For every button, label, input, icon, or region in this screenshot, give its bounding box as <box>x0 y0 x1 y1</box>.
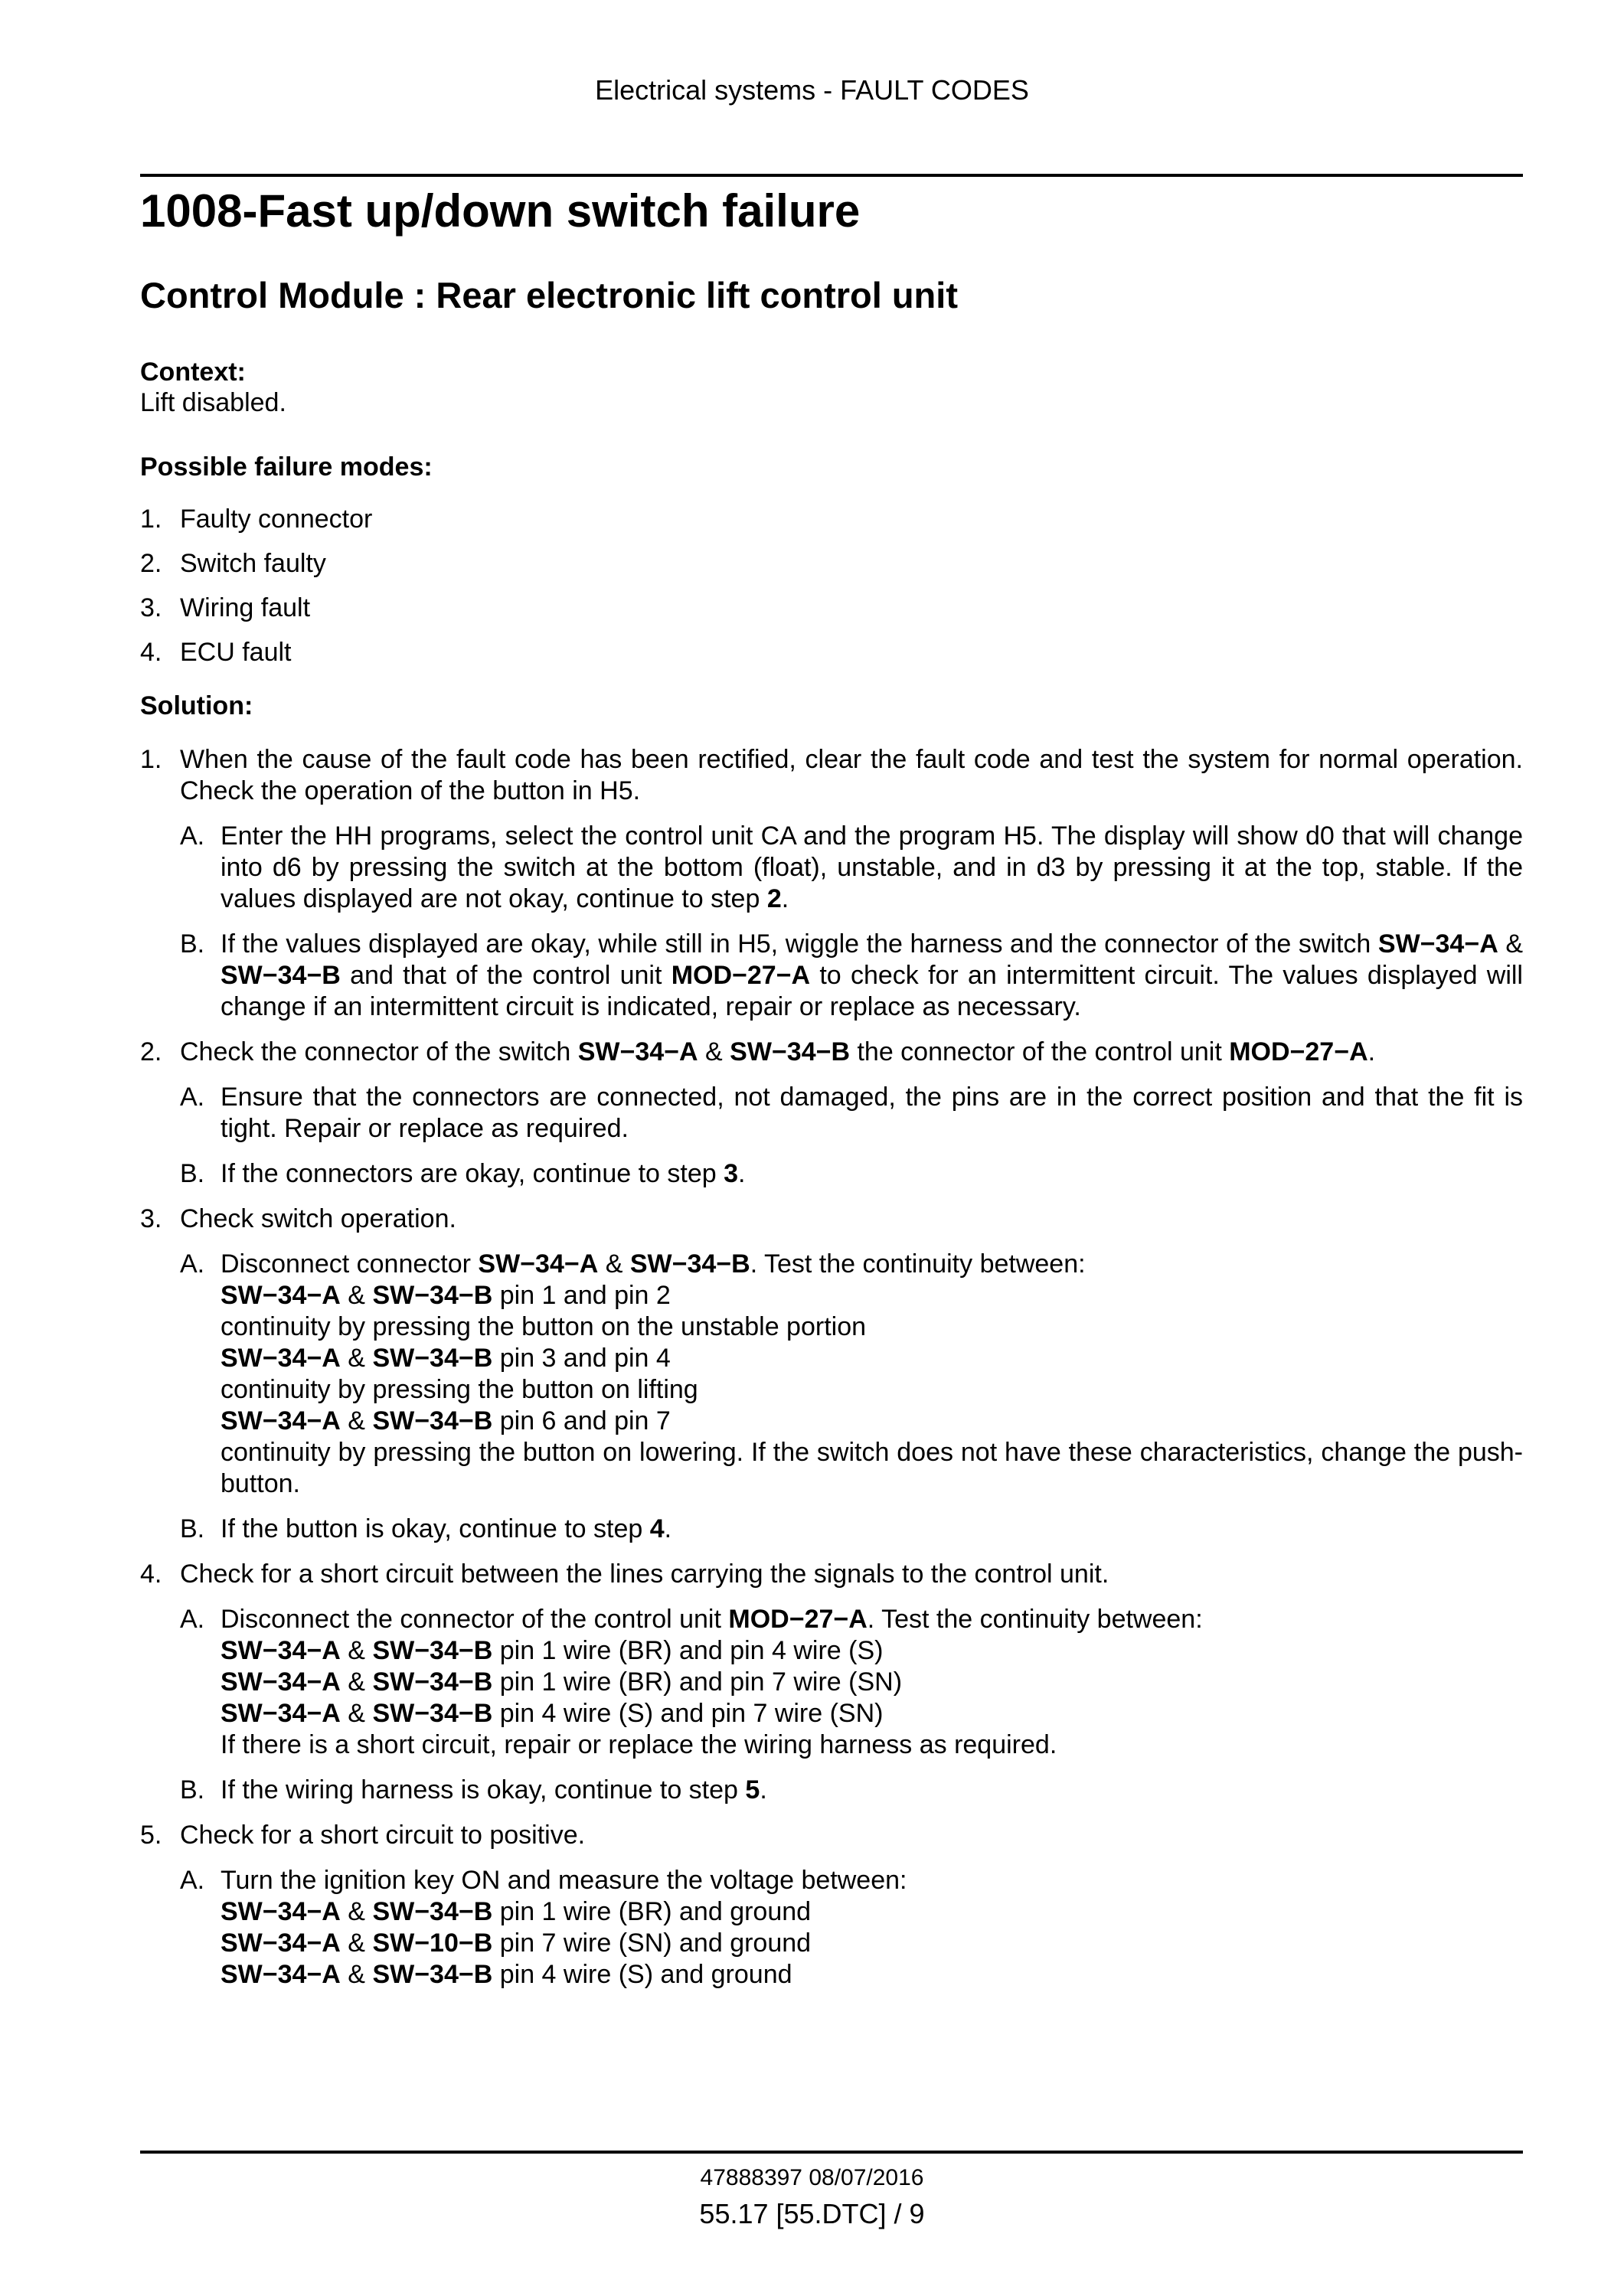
header-rule <box>140 174 1523 177</box>
control-module-heading: Control Module : Rear electronic lift control unit <box>140 275 958 315</box>
solution-step-1: 1. When the cause of the fault code has been rectified, clear the fault code and test the system for normal operation. Check the operation of the button in H5. A. Enter the HH programs, select the control unit CA and the program H5. The display will show d0 that will change into d6 by pressing the switch at the bottom (float), unstable, and in d3 by pressing it at the top, stable. If the values displayed are not okay, continue to step 2. B. If the values displayed are okay, while still in H5, wiggle the harness and the connector of the switch SW−34−A & SW−34−B and that of the control unit MOD−27−A to check for an intermittent circuit. The values displayed will change if an intermittent circuit is indicated, repair or replace as necessary. <box>140 745 1524 1021</box>
running-header: Electrical systems - FAULT CODES <box>595 74 1029 106</box>
solution-step-4: 4. Check for a short circuit between the lines carrying the signals to the control unit. A. Disconnect the connector of the control unit MOD−27−A. Test the continuity between: SW−34−A & SW−34−B pin 1 wire (BR) and pin 4 wire (S) SW−34−A & SW−34−B pin 1 wire (BR) and pin 7 wire (SN) SW−34−A & SW−34−B pin 4 wire (S) and pin 7 wire (SN) If there is a short circuit, repair or replace the wiring harness as required. B. If the wiring harness is okay, continue to step 5. <box>140 1559 1523 1806</box>
sub-step-a: A. Disconnect connector SW−34−A & SW−34−B. Test the continuity between: SW−34−A & SW−34−B pin 1 and pin 2 continuity by pressing the button on the unstable portion SW−34−A & SW−34−B pin 3 and pin 4 continuity by pressing the button on lifting SW−34−A & SW−34−B pin 6 and pin 7 continuity by pressing the button on lowering. If the switch does not have these characteristics, change the push-button. <box>180 1249 1523 1498</box>
step-text: Check switch operation. <box>180 1204 456 1233</box>
sub-step-b: B. If the button is okay, continue to step 4. <box>180 1514 672 1543</box>
failure-modes-list <box>140 504 1523 668</box>
footer-rule <box>140 2151 1523 2154</box>
step-text: When the cause of the fault code has been rectified, clear the fault code and test the system for normal operation. Check the operation of the button in H5. <box>180 745 1523 805</box>
list-item: 4. ECU fault <box>140 638 292 667</box>
sub-step-a: A. Ensure that the connectors are connected, not damaged, the pins are in the correct position and that the fit is tight. Repair or replace as required. <box>180 1083 1523 1143</box>
page-title: 1008-Fast up/down switch failure <box>140 185 861 237</box>
footer-page-ref: 55.17 [55.DTC] / 9 <box>699 2198 925 2229</box>
solution-step-2: 2. Check the connector of the switch SW−34−A & SW−34−B the connector of the control unit MOD−27−A. A. Ensure that the connectors are connected, not damaged, the pins are in the correct position and that the fit is tight. Repair or replace as required. B. If the connectors are okay, continue to step 3. <box>140 1037 1523 1188</box>
footer-doc-number: 47888397 08/07/2016 <box>700 2165 924 2190</box>
solution-step-3: 3. Check switch operation. A. Disconnect connector SW−34−A & SW−34−B. Test the continuity between: SW−34−A & SW−34−B pin 1 and pin 2 continuity by pressing the button on the unstable portion SW−34−A & SW−34−B pin 3 and pin 4 continuity by pressing the button on lifting SW−34−A & SW−34−B pin 6 and pin 7 continuity by pressing the button on lowering. If the switch does not have these characteristics, change the push-button. B. If the button is okay, continue to step 4. <box>140 1204 1523 1543</box>
list-item: 1. Faulty connector <box>140 505 373 534</box>
context-section <box>140 357 1523 418</box>
sub-step-b: B. If the wiring harness is okay, continue to step 5. <box>180 1775 767 1804</box>
solution-label: Solution: <box>140 691 253 720</box>
list-item: 3. Wiring fault <box>140 593 311 622</box>
sub-step-a: A. Turn the ignition key ON and measure the voltage between: SW−34−A & SW−34−B pin 1 wire (BR) and ground SW−34−A & SW−10−B pin 7 wire (SN) and ground SW−34−A & SW−34−B pin 4 wire (S) and ground <box>180 1866 907 1989</box>
solution-steps <box>140 744 1523 1991</box>
step-text: Check for a short circuit between the lines carrying the signals to the control unit. <box>180 1560 1109 1589</box>
sub-step-b: B. If the values displayed are okay, while still in H5, wiggle the harness and the connector of the switch SW−34−A & SW−34−B and that of the control unit MOD−27−A to check for an intermittent circuit. The values displayed will change if an intermittent circuit is indicated, repair or replace as necessary. <box>180 929 1524 1021</box>
step-text: Check for a short circuit to positive. <box>180 1821 586 1850</box>
step-text: Check the connector of the switch SW−34−A & SW−34−B the connector of the control unit MOD−27−A. <box>180 1037 1376 1066</box>
sub-step-a: A. Enter the HH programs, select the control unit CA and the program H5. The display will show d0 that will change into d6 by pressing the switch at the bottom (float), unstable, and in d3 by pressing it at the top, stable. If the values displayed are not okay, continue to step 2. <box>180 821 1523 913</box>
page-content <box>140 178 1523 2004</box>
sub-step-a: A. Disconnect the connector of the control unit MOD−27−A. Test the continuity between: SW−34−A & SW−34−B pin 1 wire (BR) and pin 4 wire (S) SW−34−A & SW−34−B pin 1 wire (BR) and pin 7 wire (SN) SW−34−A & SW−34−B pin 4 wire (S) and pin 7 wire (SN) If there is a short circuit, repair or replace the wiring harness as required. <box>180 1605 1203 1759</box>
sub-step-b: B. If the connectors are okay, continue to step 3. <box>180 1159 746 1188</box>
context-text: Lift disabled. <box>140 388 286 417</box>
context-label: Context: <box>140 358 246 387</box>
solution-step-5: 5. Check for a short circuit to positive. A. Turn the ignition key ON and measure the voltage between: SW−34−A & SW−34−B pin 1 wire (BR) and ground SW−34−A & SW−10−B pin 7 wire (SN) and ground SW−34−A & SW−34−B pin 4 wire (S) and ground <box>140 1820 1523 1991</box>
list-item: 2. Switch faulty <box>140 549 326 578</box>
failure-modes-label: Possible failure modes: <box>140 452 433 482</box>
